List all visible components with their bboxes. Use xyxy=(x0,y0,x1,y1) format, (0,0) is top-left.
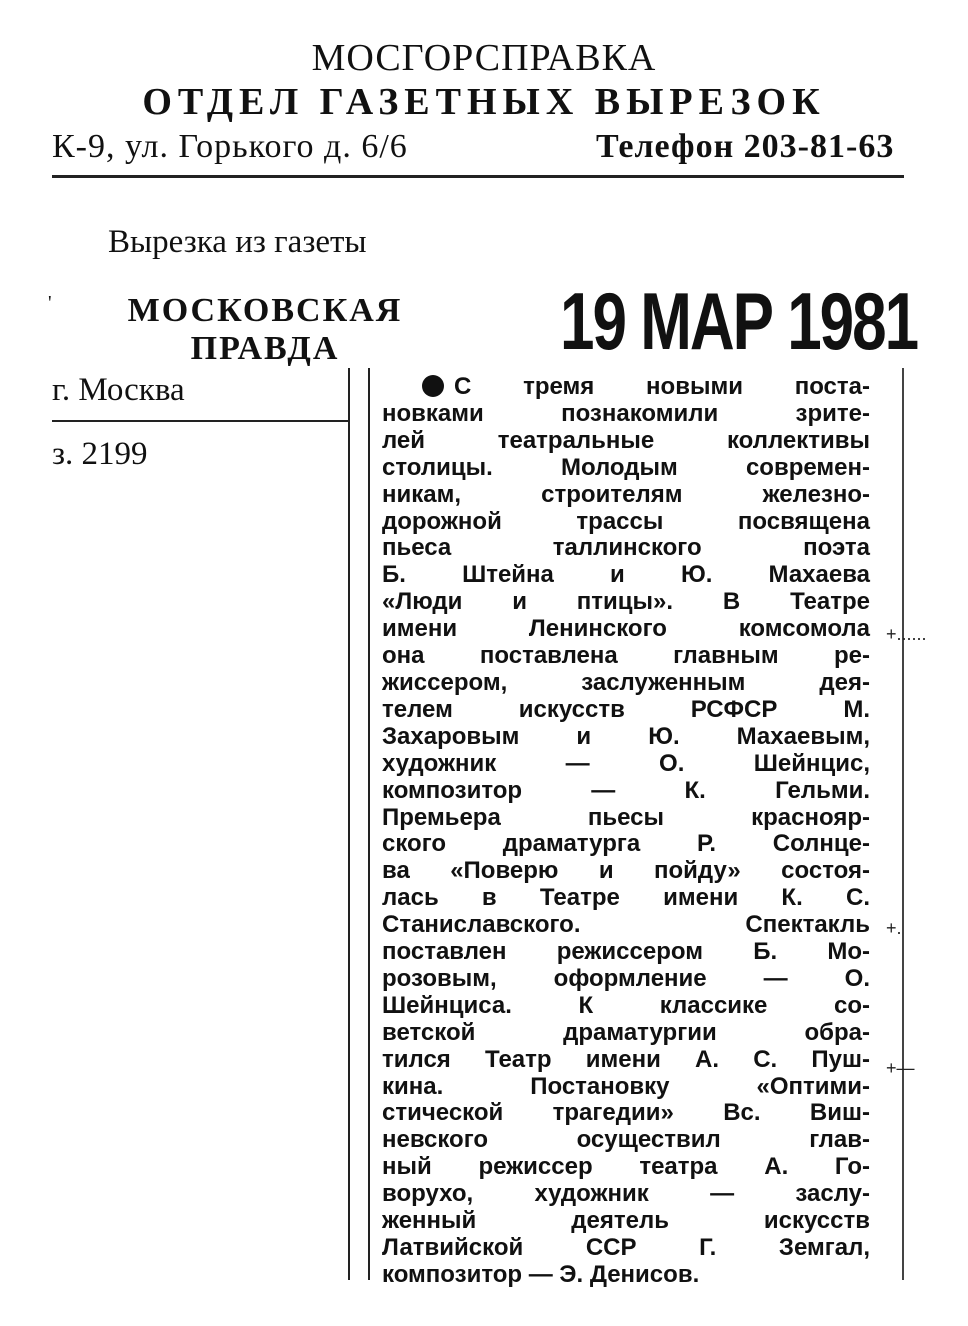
article-line: жиссером, заслуженным дея- xyxy=(382,668,870,696)
article-line: невского осуществил глав- xyxy=(382,1126,870,1154)
city-label: г. Москва xyxy=(52,372,185,408)
date-stamp: 19 МАР 1981 xyxy=(560,277,918,367)
header-divider xyxy=(52,175,904,178)
article-line: никам, строителям железно- xyxy=(382,480,870,508)
city-divider xyxy=(52,420,348,422)
article-line: Латвийской ССР Г. Земгал, xyxy=(382,1234,870,1261)
header-phone: Телефон 203-81-63 xyxy=(596,128,895,165)
article-line: стической трагедии» Вс. Виш- xyxy=(382,1099,870,1127)
article-line: кина. Постановку «Оптими- xyxy=(382,1072,870,1100)
clipping-number: з. 2199 xyxy=(52,436,148,472)
bullet-icon xyxy=(422,375,444,397)
article-line: ва «Поверю и пойду» состоя- xyxy=(382,857,870,885)
margin-mark: +. xyxy=(886,918,902,938)
column-rule-inner xyxy=(368,368,370,1280)
article-line: Станиславского. Спектакль xyxy=(382,911,870,939)
margin-tick: ' xyxy=(48,292,52,314)
article-line: женный деятель искусств xyxy=(382,1207,870,1235)
article-line-text: С тремя новыми поста- xyxy=(454,373,870,400)
article-line: лась в Театре имени К. С. xyxy=(382,884,870,912)
article-line: тился Театр имени А. С. Пуш- xyxy=(382,1045,870,1073)
article-line: Шейнциса. К классике со- xyxy=(382,991,870,1019)
article-line: ный режиссер театра А. Го- xyxy=(382,1153,870,1181)
article-line: дорожной трассы посвящена xyxy=(382,507,870,535)
article-line: ского драматурга Р. Солнце- xyxy=(382,830,870,858)
article-line: художник — О. Шейнцис, xyxy=(382,749,870,777)
article-line: поставлен режиссером Б. Мо- xyxy=(382,938,870,966)
article-line: Захаровым и Ю. Махаевым, xyxy=(382,722,870,750)
margin-mark: +...... xyxy=(886,624,927,644)
article-line: пьеса таллинского поэта xyxy=(382,534,870,562)
article-line: Премьера пьесы краснояр- xyxy=(382,803,870,831)
article-line xyxy=(382,374,870,401)
article-line: «Люди и птицы». В Театре xyxy=(382,588,870,616)
newspaper-name xyxy=(120,292,410,368)
header-org: МОСГОРСПРАВКА xyxy=(311,37,657,79)
article-line: композитор — Э. Денисов. xyxy=(382,1260,700,1288)
article-line: телем искусств РСФСР М. xyxy=(382,695,870,723)
header-department: ОТДЕЛ ГАЗЕТНЫХ ВЫРЕЗОК xyxy=(142,81,826,123)
article-line: она поставлена главным ре- xyxy=(382,642,870,670)
column-rule-left xyxy=(348,368,350,1280)
margin-mark: +— xyxy=(886,1058,915,1078)
article-line: столицы. Молодым современ- xyxy=(382,453,870,481)
article-line: лей театральные коллективы xyxy=(382,426,870,454)
article-line: ворухо, художник — заслу- xyxy=(382,1180,870,1208)
article-line: имени Ленинского комсомола xyxy=(382,615,870,643)
clipping-label: Вырезка из газеты xyxy=(108,224,367,260)
article-line: ветской драматургии обра- xyxy=(382,1018,870,1046)
column-rule-right xyxy=(902,368,904,1280)
article-line: композитор — К. Гельми. xyxy=(382,776,870,804)
article-line: розовым, оформление — О. xyxy=(382,964,870,992)
header-address: К-9, ул. Горького д. 6/6 xyxy=(52,128,408,165)
article-body xyxy=(382,374,870,1289)
newspaper-name-line1: МОСКОВСКАЯ xyxy=(127,292,403,329)
newspaper-name-line2: ПРАВДА xyxy=(190,330,340,367)
article-line: новками познакомили зрите- xyxy=(382,399,870,427)
article-line: Б. Штейна и Ю. Махаева xyxy=(382,561,870,589)
